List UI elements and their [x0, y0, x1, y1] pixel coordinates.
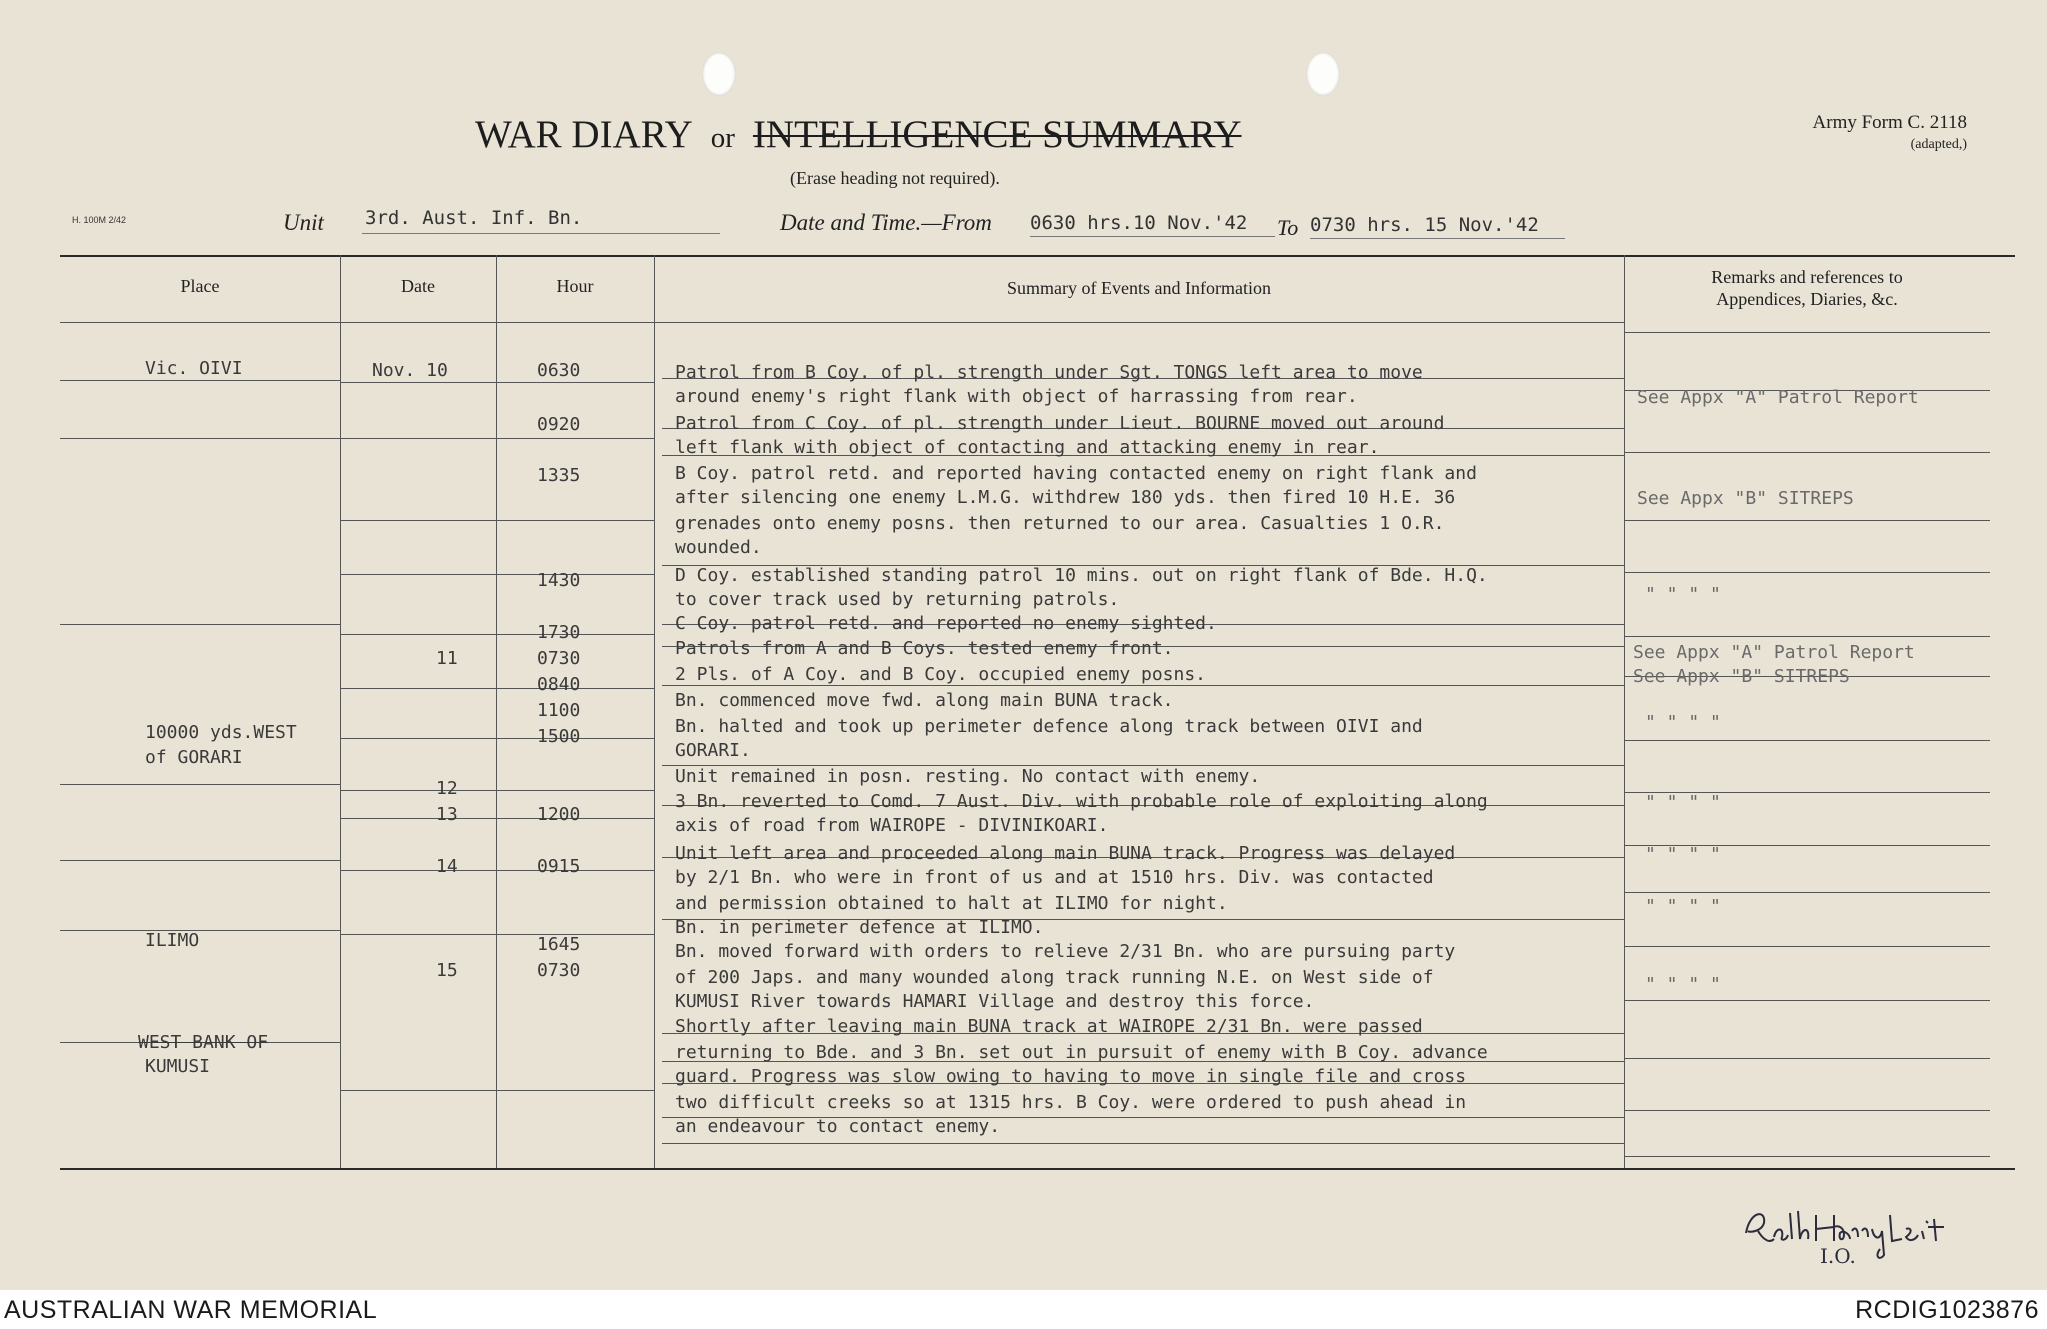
summary-line: an endeavour to contact enemy.: [675, 1116, 1001, 1137]
summary-line: Shortly after leaving main BUNA track at WAIROPE 2/31 Bn. were passed: [675, 1016, 1423, 1037]
row-rule: [1625, 740, 1990, 741]
date-cell: Nov. 10: [372, 360, 448, 381]
summary-line: Bn. in perimeter defence at ILIMO.: [675, 917, 1044, 938]
hour-cell: 1200: [537, 804, 581, 825]
form-code: H. 100M 2/42: [72, 215, 127, 225]
row-rule: [341, 790, 654, 791]
summary-line: Unit left area and proceeded along main BUNA track. Progress was delayed: [675, 843, 1456, 864]
row-rule: [1625, 520, 1990, 521]
row-rule: [341, 520, 654, 521]
remark-cell: " " " ": [1645, 844, 1721, 865]
remark-cell: " " " ": [1645, 584, 1721, 605]
erase-note: (Erase heading not required).: [790, 168, 1000, 188]
summary-line: by 2/1 Bn. who were in front of us and at 1510 hrs. Div. was contacted: [675, 867, 1434, 888]
summary-line: grenades onto enemy posns. then returned to our area. Casualties 1 O.R.: [675, 513, 1445, 534]
summary-line: returning to Bde. and 3 Bn. set out in pursuit of enemy with B Coy. advance: [675, 1042, 1488, 1063]
summary-line: and permission obtained to halt at ILIMO for night.: [675, 893, 1228, 914]
row-rule: [341, 1090, 654, 1091]
army-form-sub: (adapted,): [1910, 137, 1967, 152]
row-rule: [1625, 892, 1990, 893]
summary-line: left flank with object of contacting and attacking enemy in rear.: [675, 437, 1380, 458]
row-rule: [1625, 1110, 1990, 1111]
remark-cell: " " " ": [1645, 896, 1721, 917]
row-rule: [341, 818, 654, 819]
summary-line: KUMUSI River towards HAMARI Village and destroy this force.: [675, 991, 1315, 1012]
col-place-header: Place: [180, 276, 220, 296]
row-rule: [1625, 1000, 1990, 1001]
unit-label: Unit: [283, 210, 324, 235]
row-rule: [1625, 1058, 1990, 1059]
col-hour-header: Hour: [556, 276, 594, 296]
date-cell: 15: [436, 960, 458, 981]
date-cell: 11: [436, 648, 458, 669]
hour-cell: 0630: [537, 360, 581, 381]
signature: [1740, 1197, 2000, 1267]
row-rule: [1625, 636, 1990, 637]
row-rule: [341, 634, 654, 635]
date-cell: 12: [436, 778, 458, 799]
hour-cell: 0730: [537, 648, 581, 669]
row-rule: [341, 688, 654, 689]
svg-text:I.O.: I.O.: [1820, 1244, 1856, 1267]
summary-line: axis of road from WAIROPE - DIVINIKOARI.: [675, 815, 1109, 836]
hour-cell: 1335: [537, 465, 581, 486]
remark-cell: See Appx "A" Patrol Report: [1633, 642, 1915, 663]
row-rule: [60, 438, 340, 439]
summary-line: of 200 Japs. and many wounded along track running N.E. on West side of: [675, 967, 1434, 988]
date-to: 0730 hrs. 15 Nov.'42: [1310, 214, 1565, 239]
hour-cell: 0915: [537, 856, 581, 877]
summary-line: wounded.: [675, 537, 762, 558]
army-form-number: Army Form C. 2118: [1812, 112, 1967, 133]
date-time-label: Date and Time.—From: [780, 210, 992, 235]
hour-cell: 1730: [537, 622, 581, 643]
row-rule: [341, 934, 654, 935]
summary-line: Patrol from C Coy. of pl. strength under Lieut. BOURNE moved out around: [675, 413, 1445, 434]
summary-line: Bn. halted and took up perimeter defence along track between OIVI and: [675, 716, 1423, 737]
punch-hole: [702, 52, 736, 96]
col-remarks-header: [1624, 266, 1990, 310]
summary-line: around enemy's right flank with object of harrassing from rear.: [675, 386, 1358, 407]
summary-line: Bn. commenced move fwd. along main BUNA track.: [675, 690, 1174, 711]
summary-line: Patrols from A and B Coys. tested enemy front.: [675, 638, 1174, 659]
place-cell: 10000 yds.WEST: [145, 722, 297, 743]
remark-cell: See Appx "A" Patrol Report: [1637, 387, 1919, 408]
table-bottom-rule: [60, 1168, 2015, 1170]
row-rule: [1625, 572, 1990, 573]
place-cell: ILIMO: [145, 930, 200, 951]
row-rule: [341, 438, 654, 439]
hour-cell: 1500: [537, 726, 581, 747]
row-rule: [341, 574, 654, 575]
summary-line: after silencing one enemy L.M.G. withdrew 180 yds. then fired 10 H.E. 36: [675, 487, 1456, 508]
title-or: or: [710, 122, 735, 154]
remark-cell: See Appx "B" SITREPS: [1633, 666, 1850, 687]
hour-cell: 0730: [537, 960, 581, 981]
summary-line: Patrol from B Coy. of pl. strength under Sgt. TONGS left area to move: [675, 362, 1423, 383]
summary-line: 2 Pls. of A Coy. and B Coy. occupied enemy posns.: [675, 664, 1207, 685]
remarks-header-line2: Appendices, Diaries, &c.: [1716, 289, 1898, 309]
page-title: [475, 112, 1242, 157]
remark-cell: See Appx "B" SITREPS: [1637, 488, 1854, 509]
row-rule: [60, 624, 340, 625]
row-rule: [662, 1143, 1624, 1144]
row-rule: [341, 870, 654, 871]
punch-hole: [1306, 52, 1340, 96]
column-divider: [1624, 255, 1625, 1168]
header-rule: [341, 322, 496, 323]
header-rule: [1625, 332, 1990, 333]
date-from: 0630 hrs.10 Nov.'42: [1030, 212, 1275, 237]
date-cell: 13: [436, 804, 458, 825]
summary-line: guard. Progress was slow owing to having to move in single file and cross: [675, 1066, 1467, 1087]
column-divider: [654, 255, 655, 1168]
unit-value: 3rd. Aust. Inf. Bn.: [362, 207, 720, 234]
col-date-header: Date: [401, 276, 435, 296]
summary-line: to cover track used by returning patrols.: [675, 589, 1120, 610]
title-struck: INTELLIGENCE SUMMARY: [752, 113, 1242, 156]
archive-footer: [0, 1290, 2047, 1329]
row-rule: [60, 784, 340, 785]
place-cell: Vic. OIVI: [145, 358, 243, 379]
summary-line: two difficult creeks so at 1315 hrs. B Coy. were ordered to push ahead in: [675, 1092, 1467, 1113]
summary-line: Bn. moved forward with orders to relieve 2/31 Bn. who are pursuing party: [675, 941, 1456, 962]
column-divider: [496, 255, 497, 1168]
summary-line: Unit remained in posn. resting. No contact with enemy.: [675, 766, 1261, 787]
col-summary-header: Summary of Events and Information: [1007, 278, 1271, 298]
title-main: WAR DIARY: [475, 113, 693, 156]
row-rule: [341, 738, 654, 739]
column-divider: [340, 255, 341, 1168]
table-top-rule: [60, 255, 2015, 257]
summary-line: D Coy. established standing patrol 10 mins. out on right flank of Bde. H.Q.: [675, 565, 1488, 586]
summary-line: B Coy. patrol retd. and reported having contacted enemy on right flank and: [675, 463, 1477, 484]
row-rule: [60, 930, 340, 931]
hour-cell: 1430: [537, 570, 581, 591]
row-rule: [60, 380, 340, 381]
remark-cell: " " " ": [1645, 974, 1721, 995]
header-rule: [655, 322, 1624, 323]
army-form-label: [1813, 112, 1967, 156]
footer-right: RCDIG1023876: [1855, 1296, 2039, 1324]
hour-cell: 0840: [537, 674, 581, 695]
place-cell: WEST BANK OF: [138, 1032, 269, 1053]
hour-cell: 0920: [537, 414, 581, 435]
summary-line: GORARI.: [675, 740, 751, 761]
remark-cell: " " " ": [1645, 712, 1721, 733]
to-label: To: [1277, 215, 1299, 240]
footer-left: AUSTRALIAN WAR MEMORIAL: [4, 1296, 378, 1324]
header-rule: [497, 322, 654, 323]
row-rule: [1625, 946, 1990, 947]
row-rule: [1625, 1156, 1990, 1157]
row-rule: [1625, 452, 1990, 453]
header-rule: [60, 322, 340, 323]
place-cell: of GORARI: [145, 747, 243, 768]
hour-cell: 1100: [537, 700, 581, 721]
summary-line: 3 Bn. reverted to Comd. 7 Aust. Div. with probable role of exploiting along: [675, 791, 1488, 812]
summary-line: C Coy. patrol retd. and reported no enemy sighted.: [675, 613, 1217, 634]
remark-cell: " " " ": [1645, 792, 1721, 813]
hour-cell: 1645: [537, 934, 581, 955]
date-cell: 14: [436, 856, 458, 877]
place-cell: KUMUSI: [145, 1056, 211, 1077]
row-rule: [341, 382, 654, 383]
remarks-header-line1: Remarks and references to: [1711, 267, 1903, 287]
row-rule: [60, 860, 340, 861]
